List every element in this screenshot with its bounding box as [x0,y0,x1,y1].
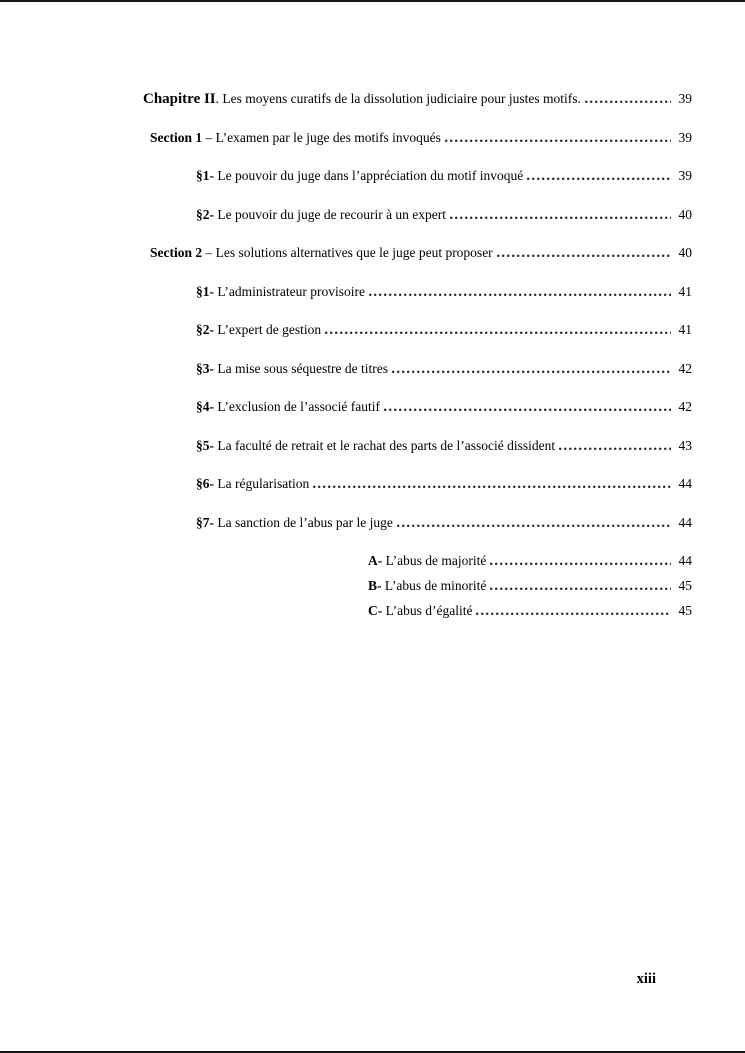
toc-entry-title: Le pouvoir du juge de recourir à un expert [214,206,447,222]
toc-entry-label: Chapitre II [143,91,216,107]
toc-entry-title: L’administrateur provisoire [214,283,365,299]
toc-entry-page: 40 [678,206,692,222]
toc-entry-title: L’expert de gestion [214,322,322,337]
toc-entry-letter [368,602,692,620]
toc-entry-label: §3- [196,360,214,376]
toc-entry-page: 43 [678,437,692,453]
toc-entry-label: C- [368,603,383,618]
dot-leader [497,253,671,257]
toc-entry-label: A- [368,553,383,568]
toc-entry-title: . Les moyens curatifs de la dissolution judiciaire pour justes motifs. [215,91,581,106]
toc-entry-page: 42 [678,399,692,414]
toc-entry-paragraph [196,437,692,455]
dot-leader [490,586,671,590]
toc-entry-label: §1- [196,168,214,183]
toc-entry-paragraph [196,167,692,185]
toc-entry-page: 44 [678,514,692,530]
toc-entry-title: La sanction de l’abus par le juge [214,514,393,530]
dot-leader [585,99,671,103]
dot-leader [445,138,671,142]
toc-entry-section [150,129,692,147]
toc-entry-label: §4- [196,399,214,414]
toc-entry-title: L’exclusion de l’associé fautif [214,399,380,414]
dot-leader [384,407,671,411]
dot-leader [313,484,671,488]
toc-entry-label: §5- [196,437,214,453]
toc-entry-page: 42 [678,360,692,376]
toc-entry-page: 40 [678,245,692,260]
toc-entry-label: Section 1 [150,129,203,145]
toc-entry-title: – L’examen par le juge des motifs invoqués [202,129,441,145]
toc-entry-title: La faculté de retrait et le rachat des parts de l’associé dissident [214,437,556,453]
toc-entry-letter [368,552,692,570]
dot-leader [392,369,671,373]
dot-leader [450,215,671,219]
toc-entry-page: 39 [678,91,692,106]
dot-leader [490,561,671,565]
toc-entry-page: 45 [678,578,692,593]
toc-entry-page: 44 [678,553,692,568]
toc-entry-title: L’abus d’égalité [382,603,473,618]
toc-entry-title: L’abus de majorité [382,553,487,568]
dot-leader [397,523,671,527]
toc-entry-section [150,244,692,262]
toc-entry-label: §2- [196,206,214,222]
toc-entry-title: Le pouvoir du juge dans l’appréciation du motif invoqué [214,168,524,183]
toc-entry-paragraph [196,398,692,416]
toc-entry-paragraph [196,321,692,339]
toc-entry-label: §2- [196,322,214,337]
toc-entry-page: 44 [678,476,692,491]
toc-entry-chapter [143,90,692,108]
dot-leader [325,330,671,334]
toc-entry-page: 41 [678,283,692,299]
toc-entry-label: §7- [196,514,214,530]
toc-entry-label: §6- [196,476,214,491]
toc-entry-page: 39 [678,129,692,145]
toc-entry-page: 45 [678,603,692,618]
dot-leader [476,611,671,615]
toc-entry-title: L’abus de minorité [381,578,487,593]
toc-entry-letter [368,577,692,595]
toc-entry-title: – Les solutions alternatives que le juge peut proposer [202,245,493,260]
toc-entry-paragraph [196,514,692,532]
table-of-contents [143,90,692,627]
toc-entry-page: 39 [678,168,692,183]
dot-leader [559,446,671,450]
dot-leader [527,176,671,180]
toc-entry-label: Section 2 [150,245,203,260]
toc-entry-paragraph [196,283,692,301]
toc-entry-paragraph [196,360,692,378]
toc-entry-title: La régularisation [214,476,310,491]
toc-entry-paragraph [196,206,692,224]
toc-entry-label: B- [368,578,382,593]
scan-edge-top [0,0,745,2]
toc-entry-title: La mise sous séquestre de titres [214,360,388,376]
toc-entry-page: 41 [678,322,692,337]
dot-leader [369,292,671,296]
toc-entry-paragraph [196,475,692,493]
page-number: xiii [636,971,656,987]
toc-entry-label: §1- [196,283,214,299]
